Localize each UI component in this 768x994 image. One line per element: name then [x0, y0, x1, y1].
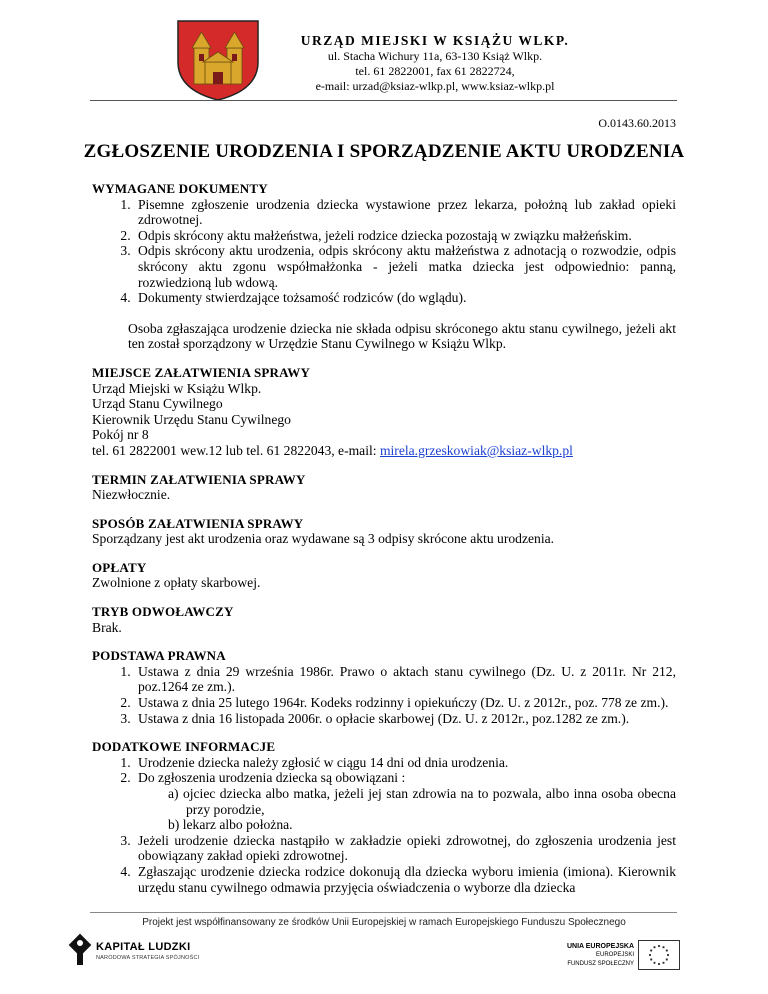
office-name: URZĄD MIEJSKI W KSIĄŻU WLKP.	[300, 33, 570, 48]
section-additional-info	[92, 739, 676, 895]
list-item-text: Do zgłoszenia urodzenia dziecka są obowiązani :	[138, 770, 406, 786]
list-item: 1. Urodzenie dziecka należy zgłosić w ciągu 14 dni od dnia urodzenia.	[134, 755, 676, 771]
section-appeal	[92, 604, 676, 635]
section-deadline	[92, 472, 676, 503]
place-line: Urząd Miejski w Książu Wlkp.	[92, 380, 262, 396]
kl-subtitle: NARODOWA STRATEGIA SPÓJNOŚCI	[96, 955, 200, 961]
additional-info-list	[92, 755, 676, 895]
list-item: 2. Odpis skrócony aktu małżeństwa, jeżeli rodzice dziecka pozostają w związku małżeńskim.	[134, 228, 676, 244]
list-item: 3. Jeżeli urodzenie dziecka nastąpiło w zakładzie opieki zdrowotnej, do zgłoszenia urodzenia jest obowiązany zakład opieki zdrowotnej.	[134, 833, 676, 864]
required-documents-list	[92, 197, 676, 306]
list-item: 1. Ustawa z dnia 29 września 1986r. Prawo o aktach stanu cywilnego (Dz. U. z 2011r. Nr 212, poz.1264 ze zm.).	[134, 664, 676, 695]
sub-list-item: a) ojciec dziecka albo matka, jeżeli jej stan zdrowia na to pozwala, albo inna osoba obecna przy porodzie,	[168, 786, 676, 817]
document-body	[92, 181, 676, 908]
section-method	[92, 516, 676, 547]
list-item: 1. Pisemne zgłoszenie urodzenia dziecka wystawione przez lekarza, położną lub zakład opieki zdrowotnej.	[134, 197, 676, 228]
kl-name: KAPITAŁ LUDZKI	[96, 941, 191, 953]
office-header	[270, 33, 600, 94]
kapital-ludzki-logo	[68, 931, 218, 981]
section-required-documents	[92, 181, 676, 352]
sub-list-item: b) lekarz albo położna.	[168, 817, 293, 833]
office-phone: tel. 61 2822001, fax 61 2822724,	[355, 64, 515, 78]
place-contact	[92, 443, 676, 459]
page-title: ZGŁOSZENIE URODZENIA I SPORZĄDZENIE AKTU URODZENIA	[83, 141, 685, 162]
section-text: Zwolnione z opłaty skarbowej.	[92, 575, 261, 591]
place-line: Kierownik Urzędu Stanu Cywilnego	[92, 411, 291, 427]
header-divider	[90, 100, 677, 101]
cofinancing-note: Projekt jest współfinansowany ze środków Unii Europejskiej w ramach Europejskiego Funduszu Społecznego	[142, 917, 626, 928]
human-capital-icon	[68, 931, 92, 967]
list-item: 3. Odpis skrócony aktu urodzenia, odpis skrócony aktu małżeństwa z adnotacją o rozwodzie, odpis skrócony aktu zgonu współmałżonka - jeżeli matka dziecka jest odpowiednio: panną, rozwiedzioną lub wdową.	[134, 243, 676, 290]
eu-line: FUNDUSZ SPOŁECZNY	[567, 961, 634, 967]
list-item: 3. Ustawa z dnia 16 listopada 2006r. o opłacie skarbowej (Dz. U. z 2012r., poz.1282 ze zm.).	[134, 711, 676, 727]
section-heading: TERMIN ZAŁATWIENIA SPRAWY	[92, 471, 306, 487]
section-text: Sporządzany jest akt urodzenia oraz wydawane są 3 odpisy skrócone aktu urodzenia.	[92, 531, 555, 547]
section-text: Brak.	[92, 619, 122, 635]
section-heading: DODATKOWE INFORMACJE	[92, 739, 276, 755]
sub-list	[138, 786, 676, 833]
section-heading: SPOSÓB ZAŁATWIENIA SPRAWY	[92, 515, 304, 531]
eu-line: UNIA EUROPEJSKA	[566, 943, 634, 950]
list-item: 4. Zgłaszając urodzenie dziecka rodzice dokonują dla dziecka wyboru imienia (imiona). Kierownik urzędu stanu cywilnego odmawia przyjęcia oświadczenia o wyborze dla dziecka	[134, 864, 676, 895]
document-number: O.0143.60.2013	[598, 116, 676, 130]
section-heading: MIEJSCE ZAŁATWIENIA SPRAWY	[92, 364, 311, 380]
section-heading: TRYB ODWOŁAWCZY	[92, 604, 234, 620]
eu-logo	[556, 942, 686, 982]
section-heading: WYMAGANE DOKUMENTY	[92, 181, 268, 196]
office-address: ul. Stacha Wichury 11a, 63-130 Książ Wlkp.	[327, 49, 543, 63]
list-item	[134, 770, 676, 832]
eu-flag-icon	[638, 940, 680, 970]
list-item: 4. Dokumenty stwierdzające tożsamość rodziców (do wglądu).	[134, 290, 676, 306]
section-heading: PODSTAWA PRAWNA	[92, 648, 226, 664]
section-fees	[92, 560, 676, 591]
eu-text	[567, 942, 634, 969]
office-email: e-mail: urzad@ksiaz-wlkp.pl, www.ksiaz-wlkp.pl	[315, 79, 555, 93]
section-text: Niezwłocznie.	[92, 487, 171, 503]
section-heading: OPŁATY	[92, 559, 147, 575]
place-line: Pokój nr 8	[92, 427, 149, 443]
contact-email-link[interactable]: mirela.grzeskowiak@ksiaz-wlkp.pl	[379, 442, 573, 458]
footer-divider	[90, 912, 677, 913]
section-legal-basis	[92, 648, 676, 726]
coat-of-arms-icon	[175, 18, 261, 102]
legal-basis-list	[92, 664, 676, 726]
place-line: Urząd Stanu Cywilnego	[92, 396, 223, 412]
required-documents-note: Osoba zgłaszająca urodzenie dziecka nie składa odpisu skróconego aktu stanu cywilnego, jeżeli akt ten został sporządzony w Urzędzie Stanu Cywilnego w Książu Wlkp.	[128, 320, 676, 352]
contact-phone-text: tel. 61 2822001 wew.12 lub tel. 61 2822043, e-mail:	[92, 442, 380, 458]
eu-line: EUROPEJSKI	[595, 952, 634, 958]
list-item: 2. Ustawa z dnia 25 lutego 1964r. Kodeks rodzinny i opiekuńczy (Dz. U. z 2012r., poz. 778 ze zm.).	[134, 695, 676, 711]
section-place	[92, 365, 676, 459]
